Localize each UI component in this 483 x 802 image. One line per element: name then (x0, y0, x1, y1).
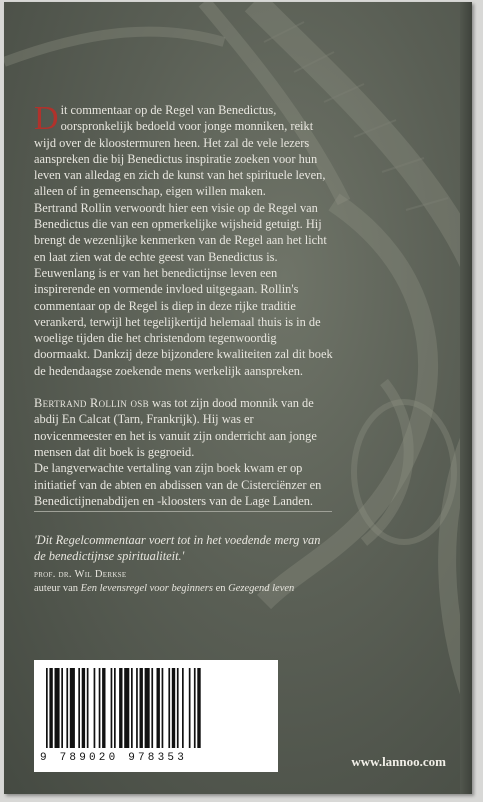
book-back-cover (4, 2, 472, 794)
barcode-bar (111, 668, 113, 748)
barcode-bar (55, 668, 60, 748)
drop-cap: D (34, 100, 59, 137)
barcode-bar (197, 668, 200, 748)
barcode-bar (87, 668, 89, 748)
endorsement-quote: 'Dit Regelcommentaar voert tot in het voedende merg van de benedictijnse spiritualiteit.' (34, 533, 321, 564)
description-block (34, 102, 334, 509)
barcode-bar (119, 668, 122, 748)
barcode-bar (99, 668, 101, 748)
barcode-bar (61, 668, 63, 748)
attribution-prefix: auteur van (34, 583, 79, 594)
barcode-bar (177, 668, 179, 748)
author-bio-paragraph-1 (34, 395, 334, 460)
description-paragraph-1-text: it commentaar op de Regel van Benedictus, oorspronkelijk bedoeld voor jonge monniken, reikt wijd over de kloostermuren heen. Het zal de vele lezers aanspreken die bij Benedictus inspiratie zoeken voor hun leven van alledag en zich de kunst van het spirituele leven, alleen of in gemeenschap, eigen willen maken. (34, 103, 326, 199)
attribution-name: prof. dr. Wil Derkse (34, 569, 127, 580)
barcode-bar (157, 668, 160, 748)
attribution-connector: en (215, 583, 226, 594)
barcode-bar (46, 668, 48, 748)
attribution-book-1: Een levensregel voor beginners (80, 583, 213, 594)
attribution-book-2: Gezegend leven (228, 583, 295, 594)
barcode-bar (114, 668, 116, 748)
cover-edge (460, 2, 472, 794)
barcode-bar (70, 668, 75, 748)
barcode-bar (140, 668, 143, 748)
barcode-bar (82, 668, 85, 748)
attribution-detail (34, 582, 354, 596)
barcode-bar (151, 668, 153, 748)
quote-attribution (34, 568, 354, 596)
barcode-bar (172, 668, 175, 748)
publisher-website: www.lannoo.com (351, 754, 446, 769)
divider-line (34, 511, 332, 512)
author-name: Bertrand Rollin osb (34, 396, 149, 411)
barcode (34, 660, 278, 772)
description-paragraph-1 (34, 102, 334, 200)
barcode-bars (42, 668, 270, 750)
barcode-bar (94, 668, 96, 748)
barcode-bar (145, 668, 150, 748)
barcode-bar (49, 668, 52, 748)
barcode-bar (168, 668, 170, 748)
author-bio-paragraph-2: De langverwachte vertaling van zijn boek kwam er op initiatief van de abten en abdissen van de Cisterciënzer en Benedictijnenabdijen en -kloosters van de Lage Landen. (34, 461, 322, 508)
barcode-bar (162, 668, 164, 748)
barcode-digits: 9 789020 978353 (40, 752, 188, 764)
barcode-bar (131, 668, 133, 748)
barcode-bar (136, 668, 138, 748)
author-bio-text: was tot zijn dood monnik van de abdij En Calcat (Tarn, Frankrijk). Hij was er novicenmeester en het is vanuit zijn onderricht aan jonge mensen dat dit boek is gegroeid. (34, 396, 317, 459)
barcode-bar (78, 668, 80, 748)
barcode-bar (194, 668, 196, 748)
barcode-bar (182, 668, 184, 748)
barcode-bar (102, 668, 105, 748)
description-paragraph-2: Bertrand Rollin verwoordt hier een visie op de Regel van Benedictus die van een opmerkelijke wijsheid getuigt. Hij brengt de wezenlijke kenmerken van de Regel aan het licht en laat zien wat de echte geest van Benedictus is. Eeuwenlang is er van het benedictijnse leven een inspirerende en vormende invloed uitgegaan. Rollin's commentaar op de Regel is diep in deze rijke traditie verankerd, terwijl het tegelijkertijd helemaal thuis is in de woelige tijden die het christendom tegenwoordig doormaakt. Dankzij deze bijzondere kwaliteiten zal dit boek de hedendaagse zoekende mens werkelijk aanspreken. (34, 200, 333, 378)
barcode-bar (124, 668, 129, 748)
barcode-bar (66, 668, 68, 748)
barcode-bar (189, 668, 191, 748)
